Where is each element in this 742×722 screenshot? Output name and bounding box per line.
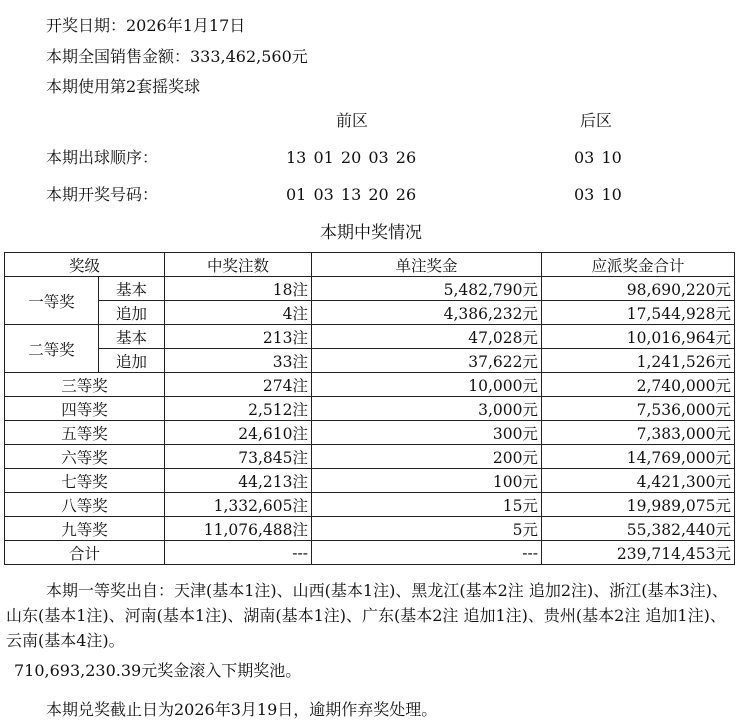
table-title: 本期中奖情况 (320, 223, 422, 243)
prize-count: 1,332,605注 (165, 493, 312, 517)
sum-row (5, 541, 735, 565)
prize-total: 7,383,000元 (542, 421, 735, 445)
table-row (5, 493, 735, 517)
prize2-name: 二等奖 (5, 325, 99, 373)
prize-count: 2,512注 (165, 397, 312, 421)
prize-table (4, 252, 735, 565)
prize-name: 四等奖 (5, 397, 165, 421)
col-header-count: 中奖注数 (165, 253, 312, 277)
col-header-total: 应派奖金合计 (542, 253, 735, 277)
prize2-basic-total: 10,016,964元 (542, 325, 735, 349)
prize-name: 七等奖 (5, 469, 165, 493)
prize1-extra-sub: 追加 (99, 301, 165, 325)
prize1-basic-total: 98,690,220元 (542, 277, 735, 301)
sales-amount: 本期全国销售金额：333,462,560元 (46, 47, 308, 66)
table-row (5, 325, 735, 349)
prize-count: 11,076,488注 (165, 517, 312, 541)
prize1-basic-sub: 基本 (99, 277, 165, 301)
prize-total: 4,421,300元 (542, 469, 735, 493)
prize-single: 5元 (312, 517, 542, 541)
prize-count: 274注 (165, 373, 312, 397)
prize-single: 200元 (312, 445, 542, 469)
prize-count: 73,845注 (165, 445, 312, 469)
table-row (5, 517, 735, 541)
winning-numbers-label: 本期开奖号码： (46, 185, 159, 204)
prize2-basic-count: 213注 (165, 325, 312, 349)
prize-name: 三等奖 (5, 373, 165, 397)
prize-total: 7,536,000元 (542, 397, 735, 421)
ball-set-info: 本期使用第2套摇奖球 (46, 77, 201, 96)
winning-numbers-back: 03 10 (574, 185, 622, 204)
draw-order-back: 03 10 (574, 148, 622, 167)
sum-name: 合计 (5, 541, 165, 565)
sum-single: --- (312, 541, 542, 565)
prize-total: 19,989,075元 (542, 493, 735, 517)
prize2-basic-single: 47,028元 (312, 325, 542, 349)
sum-total: 239,714,453元 (542, 541, 735, 565)
table-row (5, 349, 735, 373)
prize-total: 55,382,440元 (542, 517, 735, 541)
prize1-basic-count: 18注 (165, 277, 312, 301)
table-row (5, 373, 735, 397)
prize-single: 100元 (312, 469, 542, 493)
prize-single: 3,000元 (312, 397, 542, 421)
prize2-basic-sub: 基本 (99, 325, 165, 349)
prize1-basic-single: 5,482,790元 (312, 277, 542, 301)
table-header-row (5, 253, 735, 277)
prize-single: 300元 (312, 421, 542, 445)
prize-name: 九等奖 (5, 517, 165, 541)
prize2-extra-sub: 追加 (99, 349, 165, 373)
prize2-extra-count: 33注 (165, 349, 312, 373)
draw-date: 开奖日期：2026年1月17日 (46, 16, 246, 35)
prize1-extra-count: 4注 (165, 301, 312, 325)
prize1-extra-single: 4,386,232元 (312, 301, 542, 325)
col-header-single: 单注奖金 (312, 253, 542, 277)
prize-total: 2,740,000元 (542, 373, 735, 397)
prize-total: 14,769,000元 (542, 445, 735, 469)
prize-count: 24,610注 (165, 421, 312, 445)
jackpot-rollover: 710,693,230.39元奖金滚入下期奖池。 (14, 661, 302, 680)
prize2-extra-total: 1,241,526元 (542, 349, 735, 373)
table-row (5, 301, 735, 325)
prize-single: 10,000元 (312, 373, 542, 397)
table-row (5, 445, 735, 469)
prize-name: 六等奖 (5, 445, 165, 469)
table-row (5, 397, 735, 421)
prize-count: 44,213注 (165, 469, 312, 493)
prize2-extra-single: 37,622元 (312, 349, 542, 373)
front-zone-label: 前区 (336, 111, 369, 130)
back-zone-label: 后区 (580, 111, 613, 130)
table-row (5, 469, 735, 493)
draw-order-label: 本期出球顺序： (46, 148, 159, 167)
winning-numbers-front: 01 03 13 20 26 (286, 185, 417, 204)
prize1-name: 一等奖 (5, 277, 99, 325)
prize-name: 八等奖 (5, 493, 165, 517)
prize1-extra-total: 17,544,928元 (542, 301, 735, 325)
col-header-level: 奖级 (5, 253, 165, 277)
prize-single: 15元 (312, 493, 542, 517)
draw-order-front: 13 01 20 03 26 (286, 148, 417, 167)
table-row (5, 421, 735, 445)
first-prize-origin: 本期一等奖出自：天津(基本1注)、山西(基本1注)、黑龙江(基本2注 追加2注)、浙江(基本3注)、山东(基本1注)、河南(基本1注)、湖南(基本1注)、广东(基本2注 追加1注)、贵州(基本2注 追加1注)、云南(基本4注)。 (6, 581, 728, 650)
sum-count: --- (165, 541, 312, 565)
prize-name: 五等奖 (5, 421, 165, 445)
table-row (5, 277, 735, 301)
claim-deadline: 本期兑奖截止日为2026年3月19日，逾期作弃奖处理。 (46, 700, 438, 719)
